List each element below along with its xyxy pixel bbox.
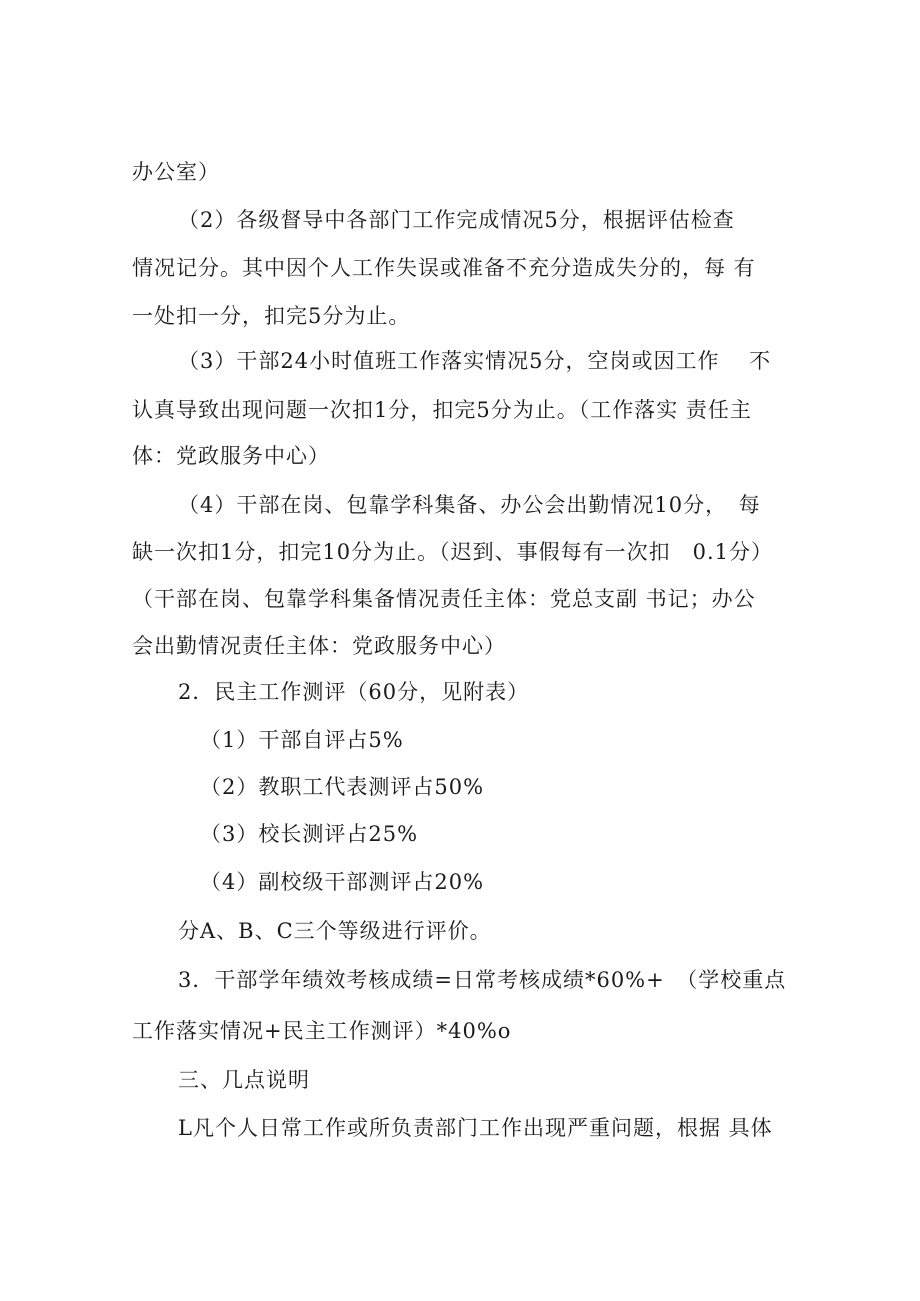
text-line-item-2-cont-2: 一处扣一分，扣完5分为止。	[132, 304, 411, 328]
text-line-sub-4: （4）副校级干部测评占20%	[200, 870, 485, 894]
text-line-sub-3: （3）校长测评占25%	[200, 822, 419, 846]
text-line-item-4: （4）干部在岗、包靠学科集备、办公会出勤情况10分， 每	[178, 493, 761, 517]
text-line-item-3-cont-2: 体：党政服务中心）	[132, 444, 330, 468]
text-line-grade-levels: 分A、B、C三个等级进行评价。	[178, 919, 492, 943]
text-line-item-3-cont-1: 认真导致出现问题一次扣1分，扣完5分为止。（工作落实 责任主	[132, 398, 752, 422]
text-line-note-1: L凡个人日常工作或所负责部门工作出现严重问题，根据 具体	[178, 1116, 773, 1140]
text-line-section-3: 3．干部学年绩效考核成绩=日常考核成绩*60%+ （学校重点	[178, 968, 787, 992]
text-line-item-4-cont-3: 会出勤情况责任主体：党政服务中心）	[132, 634, 506, 658]
text-line-office-continuation: 办公室）	[132, 160, 220, 184]
text-line-section-2: 2．民主工作测评（60分，见附表）	[178, 680, 530, 704]
text-line-item-2: （2）各级督导中各部门工作完成情况5分，根据评估检查	[178, 208, 735, 232]
text-line-item-3: （3）干部24小时值班工作落实情况5分，空岗或因工作 不	[178, 349, 772, 373]
text-line-sub-2: （2）教职工代表测评占50%	[200, 775, 485, 799]
text-line-item-4-cont-2: （干部在岗、包靠学科集备情况责任主体：党总支副 书记；办公	[132, 587, 756, 611]
text-line-section-3-cont: 工作落实情况+民主工作测评）*40%o	[132, 1019, 512, 1043]
text-line-heading-notes: 三、几点说明	[178, 1068, 310, 1092]
text-line-sub-1: （1）干部自评占5%	[200, 728, 404, 752]
text-line-item-2-cont-1: 情况记分。其中因个人工作失误或准备不充分造成失分的，每 有	[132, 256, 756, 280]
text-line-item-4-cont-1: 缺一次扣1分，扣完10分为止。（迟到、事假每有一次扣 0.1分）	[132, 540, 773, 564]
